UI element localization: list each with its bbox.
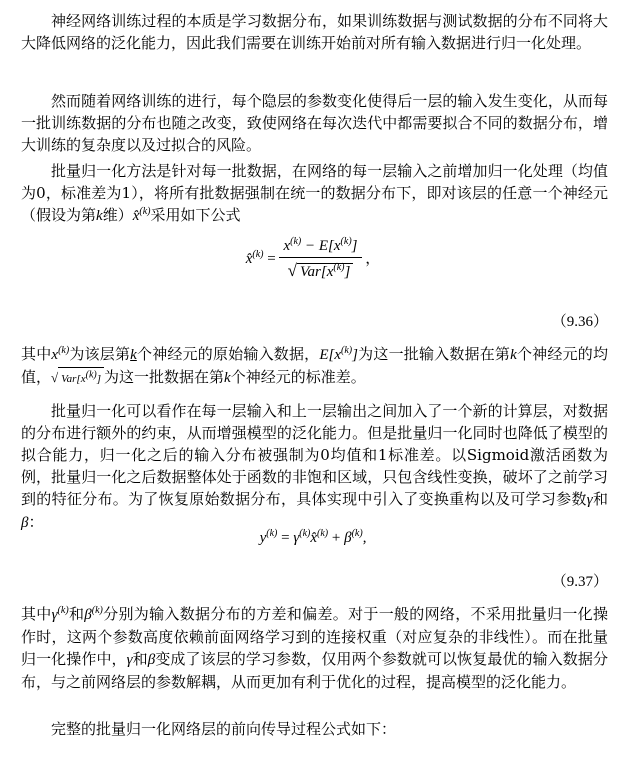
paragraph-bn-method: 批量归一化方法是针对每一批数据，在网络的每一层输入之前增加归一化处理（均值为0，标准差为1），将所有批数据强制在统一的数据分布下，即对该层的任意一个神经元（假设为第k维）x̂$^{(k)}$采用如下公式 [21, 162, 608, 224]
sqrt-icon: √ [51, 370, 59, 385]
equation-9-36: x̂$^{(k)}$ = $\frac{x^{(k)} - E[x^{(k)}]}{√ Var[x^{(k)}]}$ ， [245, 236, 381, 280]
fraction [279, 238, 361, 281]
equation-9-37: $y^{(k)}$ = $\gamma^{(k)}x̂^{(k)} + \beta^{(k)}$, [259, 528, 367, 546]
paragraph-symbols: 其中$x^{(k)}$为该层第k个神经元的原始输入数据，$E[x^{(k)}]$为这一批输入数据在第k个神经元的均值，√ $Var[x^{(k)}]$ 为这一批数据在第k个神经元的标准差。 [21, 343, 608, 390]
equation-number-9-36: （9.36） [551, 314, 608, 330]
paragraph-intro: 神经网络训练过程的本质是学习数据分布，如果训练数据与测试数据的分布不同将大大降低网络的泛化能力，因此我们需要在训练开始前对所有输入数据进行归一化处理。 [21, 12, 608, 52]
paragraph-forward-pass: 完整的批量归一化网络层的前向传导过程公式如下： [51, 720, 397, 738]
fraction-numerator: $x^{(k)} - E[x^{(k)}]$ [279, 238, 361, 258]
paragraph-gamma-beta: 其中$\gamma^{(k)}$和$\beta^{(k)}$分别为输入数据分布的方差和偏差。对于一般的网络，不采用批量归一化操作时，这两个参数高度依赖前面网络学习到的连接权重（对应复杂的非线性）。而在批量归一化操作中，γ和β变成了该层的学习参数，仅用两个参数就可以恢复最优的输入数据分布，与之前网络层的参数解耦，从而更加有利于优化的过程，提高模型的泛化能力。 [21, 605, 608, 691]
paragraph-bn-layer: 批量归一化可以看作在每一层输入和上一层输出之间加入了一个新的计算层，对数据的分布进行额外的约束，从而增强模型的泛化能力。但是批量归一化同时也降低了模型的拟合能力，归一化之后的输入分布被强制为0均值和1标准差。以Sigmoid激活函数为例，批量归一化之后数据整体处于函数的非饱和区域，只包含线性变换，破坏了之前学习到的特征分布。为了恢复原始数据分布，具体实现中引入了变换重构以及可学习参数γ和β： [21, 402, 608, 531]
fraction-denominator: √ $Var[x^{(k)}]$ [279, 258, 361, 281]
equation-number-9-37: （9.37） [551, 574, 608, 590]
sqrt-icon: √ [287, 261, 298, 280]
paragraph-internal-shift: 然而随着网络训练的进行，每个隐层的参数变化使得后一层的输入发生变化，从而每一批训练数据的分布也随之改变，致使网络在每次迭代中都需要拟合不同的数据分布，增大训练的复杂度以及过拟合的风险。 [21, 92, 608, 154]
